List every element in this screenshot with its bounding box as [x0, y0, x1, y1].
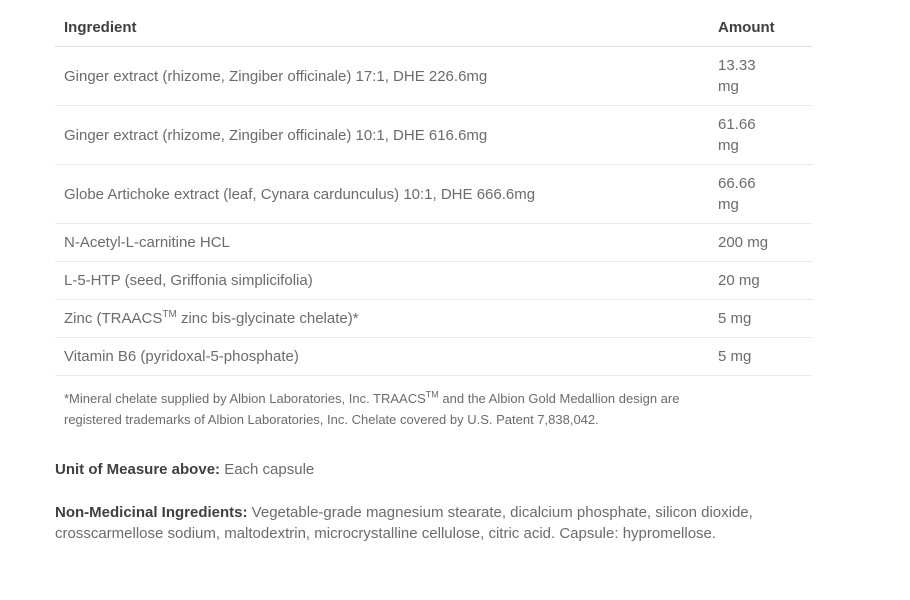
ingredient-cell: N-Acetyl-L-carnitine HCL — [55, 224, 718, 262]
amount-cell: 13.33 mg — [718, 47, 812, 106]
table-row — [55, 338, 812, 376]
amount-column-header: Amount — [718, 9, 812, 47]
amount-cell: 66.66 mg — [718, 165, 812, 224]
ingredient-cell: Ginger extract (rhizome, Zingiber officinale) 17:1, DHE 226.6mg — [55, 47, 718, 106]
amount-cell: 5 mg — [718, 338, 812, 376]
footnote-text-pre: *Mineral chelate supplied by Albion Laboratories, Inc. TRAACS — [64, 391, 426, 406]
ingredients-table — [55, 9, 812, 376]
ingredient-cell: Zinc (TRAACS™ zinc bis-glycinate chelate)* — [55, 300, 718, 338]
trademark-superscript: TM — [425, 389, 439, 400]
trademark-footnote — [64, 388, 692, 430]
table-row — [55, 300, 812, 338]
table-row — [55, 224, 812, 262]
unit-of-measure-value: Each capsule — [220, 461, 315, 478]
ingredients-table-body — [55, 47, 812, 376]
ingredient-cell: Ginger extract (rhizome, Zingiber officinale) 10:1, DHE 616.6mg — [55, 106, 718, 165]
amount-cell: 61.66 mg — [718, 106, 812, 165]
amount-cell: 200 mg — [718, 224, 812, 262]
ingredient-column-header: Ingredient — [55, 9, 718, 47]
unit-of-measure-label: Unit of Measure above: — [55, 461, 221, 478]
ingredient-cell: Vitamin B6 (pyridoxal-5-phosphate) — [55, 338, 718, 376]
table-row — [55, 47, 812, 106]
amount-cell: 20 mg — [718, 262, 812, 300]
ingredient-cell: L-5-HTP (seed, Griffonia simplicifolia) — [55, 262, 718, 300]
ingredient-cell: Globe Artichoke extract (leaf, Cynara cardunculus) 10:1, DHE 666.6mg — [55, 165, 718, 224]
table-row — [55, 106, 812, 165]
non-medicinal-ingredients — [55, 502, 803, 544]
footnote-text-post: and the Albion Gold Medallion design are registered trademarks of Albion Laboratories, Inc. Chelate covered by U.S. Patent 7,838,042. — [64, 391, 680, 427]
trademark-superscript: TM — [162, 309, 177, 320]
unit-of-measure — [55, 459, 910, 480]
table-header-row — [55, 9, 812, 47]
non-medicinal-label: Non-Medicinal Ingredients: — [55, 504, 248, 521]
table-row — [55, 262, 812, 300]
table-row — [55, 165, 812, 224]
amount-cell: 5 mg — [718, 300, 812, 338]
non-medicinal-value: Vegetable-grade magnesium stearate, dicalcium phosphate, silicon dioxide, crosscarmellose sodium, maltodextrin, microcrystalline cellulose, citric acid. Capsule: hypromellose. — [55, 504, 753, 542]
